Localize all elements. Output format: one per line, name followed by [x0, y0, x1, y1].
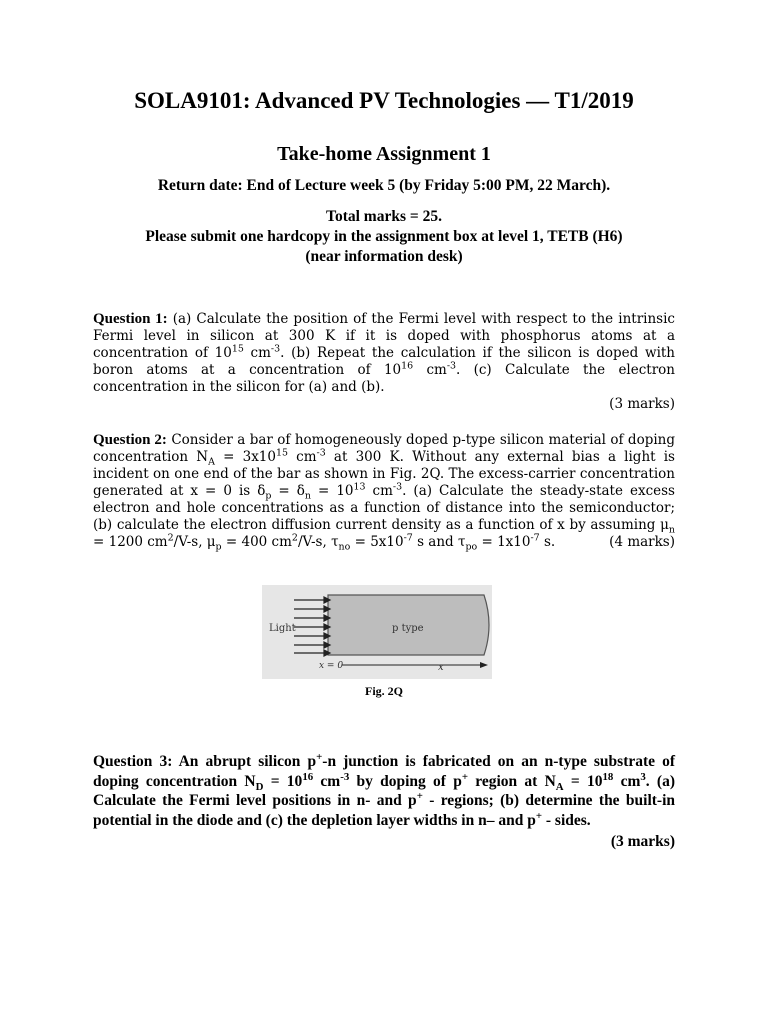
page-title: SOLA9101: Advanced PV Technologies — T1/2019 — [134, 88, 634, 113]
figure-2q — [262, 585, 492, 679]
question-1: Question 1: (a) Calculate the position of the Fermi level with respect to the intrinsic Fermi level in silicon at 300 K if it is doped with phosphorus atoms at a concentration of $10^{15}$ $cm^{-3}$. (b) Repeat the calculation if the silicon is doped with boron atoms at a concentration of $10^{16}$ $cm^{-3}$. (c) Calculate the electron concentration in the silicon for (a) and (b). (3 marks) — [93, 311, 675, 412]
question-2-label: Question 2: — [93, 432, 167, 448]
question-3-label: Question 3 — [93, 753, 168, 770]
question-1-label: Question 1: — [93, 311, 168, 327]
question-3-marks: (3 marks) — [610, 833, 675, 850]
submit-instructions: Please submit one hardcopy in the assignment box at level 1, TETB (H6) — [145, 228, 623, 245]
return-date: Return date: End of Lecture week 5 (by Friday 5:00 PM, 22 March). — [157, 177, 611, 194]
question-3: Question 3: An abrupt silicon p+-n junction is fabricated on an n-type substrate of doping concentration $N_D = 10^{16}$ $cm^{-3}$ by doping of p+ region at $N_A = 10^{18}$ $cm^3$. (a) Calculate the Fermi level positions in n- and p+ - regions; (b) determine the built-in potential in the diode and (c) the depletion layer widths in n– and p+ - sides. (3 marks) — [93, 750, 676, 850]
figure-caption: Fig. 2Q — [365, 684, 403, 698]
light-label: Light — [269, 623, 296, 634]
question-2-marks: (4 marks) — [609, 534, 675, 550]
x-origin-label: x = 0 — [319, 661, 344, 671]
question-2: Question 2: Consider a bar of homogeneously doped p-type silicon material of doping concentration $N_A = 3x10^{15}$ $cm^{-3}$ at 300 K. Without any external bias a light is incident on one end of the bar as shown in Fig. 2Q. The excess-carrier concentration generated at x = 0 is $\delta_p = \delta_n = 10^{13}$ $cm^{-3}$. (a) Calculate the steady-state excess electron and hole concentrations as a function of distance into the semiconductor; (b) calculate the electron diffusion current density as a function of x by assuming $\mu_n = 1200$ $cm^2/V-s$, $\mu_p = 400$ $cm^2/V-s$, $\tau_{no} = 5x10^{-7}$ s and $\tau_{po} = 1x10^{-7}$ s. (4 marks) — [93, 432, 675, 553]
assignment-subtitle: Take-home Assignment 1 — [277, 143, 491, 165]
x-axis-label: x — [438, 662, 444, 673]
p-type-label: p type — [392, 623, 424, 634]
question-1-marks: (3 marks) — [609, 396, 675, 412]
submit-location: (near information desk) — [305, 248, 463, 265]
total-marks: Total marks = 25. — [326, 208, 442, 225]
